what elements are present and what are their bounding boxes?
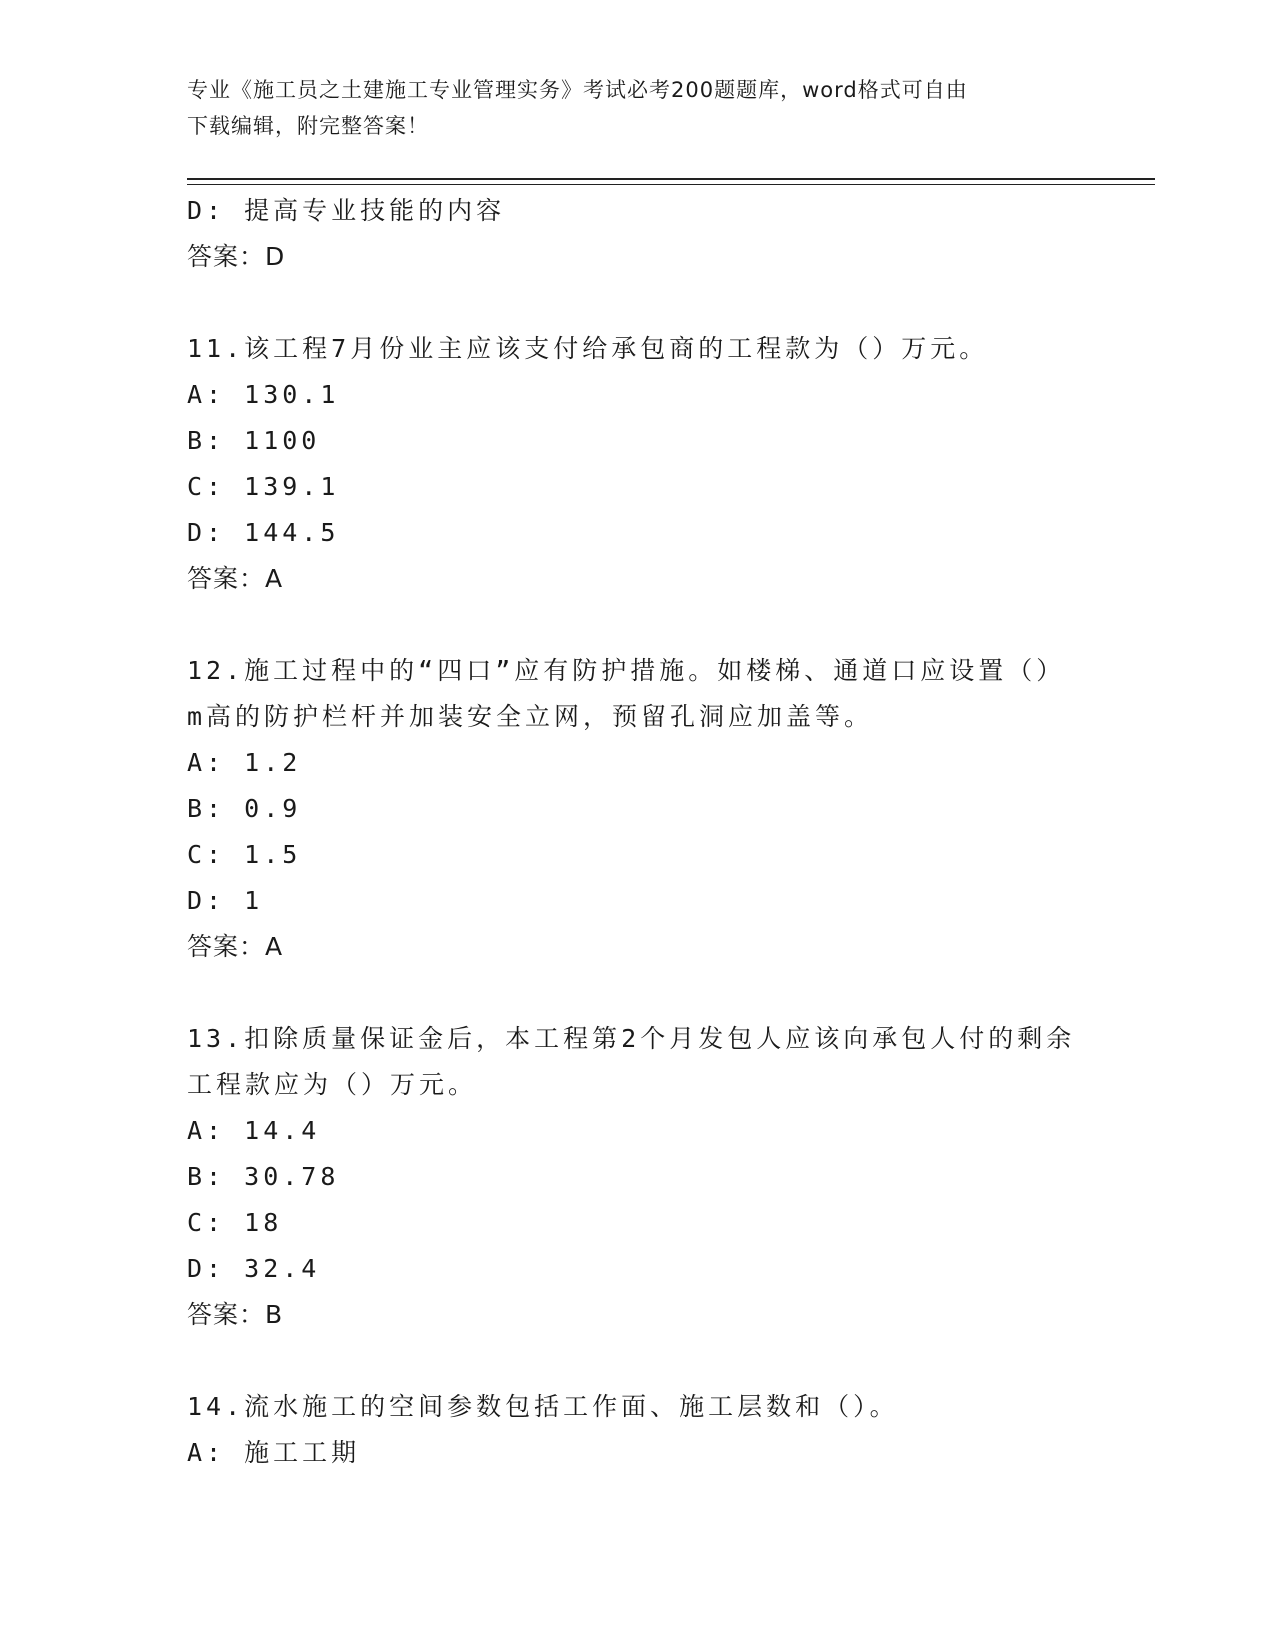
- option-b: B: 1100: [187, 426, 321, 455]
- question-13: [187, 1016, 1087, 1338]
- header-line-1: 专业《施工员之土建施工专业管理实务》考试必考200题题库，word格式可自由: [187, 78, 968, 102]
- question-stem-line-2: m高的防护栏杆并加装安全立网，预留孔洞应加盖等。: [187, 702, 874, 731]
- answer-line: 答案：A: [187, 932, 284, 961]
- answer-line: 答案：A: [187, 564, 284, 593]
- header-line-2: 下载编辑，附完整答案！: [187, 114, 429, 138]
- option-c: C: 1.5: [187, 840, 302, 869]
- question-14: [187, 1384, 1087, 1476]
- question-11: [187, 326, 1087, 602]
- option-d: D: 144.5: [187, 518, 340, 547]
- previous-question-tail: [187, 188, 1087, 280]
- option-a: A: 130.1: [187, 380, 340, 409]
- question-stem-line-1: 13.扣除质量保证金后，本工程第2个月发包人应该向承包人付的剩余: [187, 1024, 1076, 1053]
- option-d: D: 1: [187, 886, 264, 915]
- option-a: A: 14.4: [187, 1116, 321, 1145]
- option-c: C: 18: [187, 1208, 283, 1237]
- option-d: D: 32.4: [187, 1254, 321, 1283]
- option-d: D: 提高专业技能的内容: [187, 196, 506, 225]
- document-header: [187, 72, 1087, 144]
- answer-line: 答案：B: [187, 1300, 284, 1329]
- answer-line: 答案：D: [187, 242, 286, 271]
- question-list: [187, 188, 1087, 1476]
- header-divider-thick: [187, 178, 1155, 180]
- option-c: C: 139.1: [187, 472, 340, 501]
- question-stem-line-1: 12.施工过程中的“四口”应有防护措施。如楼梯、通道口应设置（）: [187, 656, 1066, 685]
- option-b: B: 0.9: [187, 794, 302, 823]
- option-a: A: 施工工期: [187, 1438, 361, 1467]
- header-divider-thin: [187, 184, 1155, 185]
- question-stem: 11.该工程7月份业主应该支付给承包商的工程款为（）万元。: [187, 334, 989, 363]
- question-12: [187, 648, 1087, 970]
- question-stem: 14.流水施工的空间参数包括工作面、施工层数和（）。: [187, 1392, 899, 1421]
- question-stem-line-2: 工程款应为（）万元。: [187, 1070, 478, 1099]
- option-a: A: 1.2: [187, 748, 302, 777]
- option-b: B: 30.78: [187, 1162, 340, 1191]
